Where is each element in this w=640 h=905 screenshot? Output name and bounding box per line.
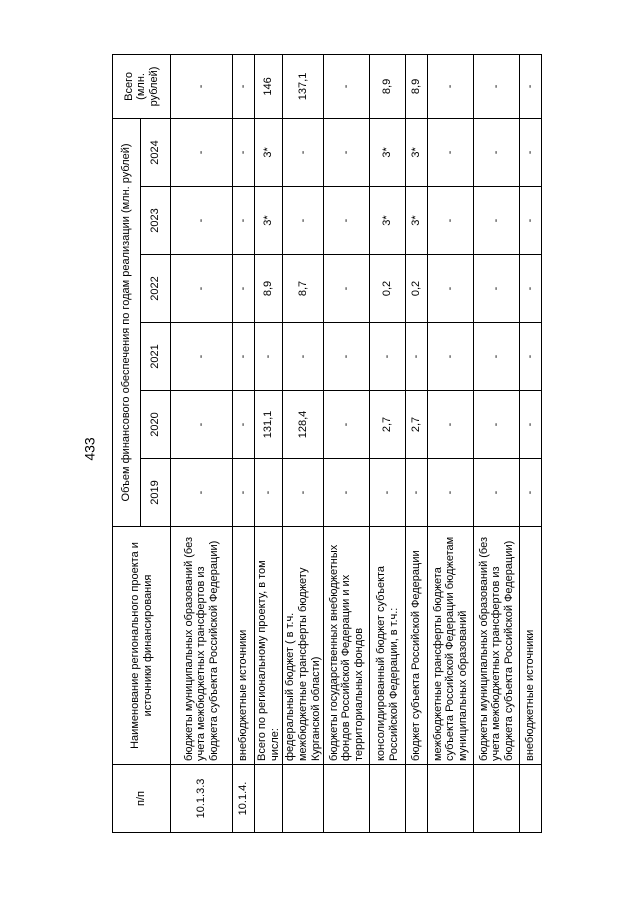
year-value-cell: 3* (406, 118, 428, 186)
year-value-cell: - (171, 255, 233, 323)
row-total-cell: 137,1 (283, 54, 324, 118)
year-value-cell: - (233, 118, 255, 186)
row-name-cell: бюджеты муниципальных образований (без учета межбюджетных трансфертов из бюджета субъекта Российской Федерации) (474, 527, 520, 765)
year-value-cell: - (233, 459, 255, 527)
row-number-cell (406, 765, 428, 833)
row-name-cell: внебюджетные источники (520, 527, 542, 765)
year-value-cell: - (324, 459, 370, 527)
table-row (283, 54, 324, 832)
year-value-cell: - (324, 391, 370, 459)
year-value-cell: - (520, 391, 542, 459)
year-value-cell: - (474, 459, 520, 527)
row-number-cell (255, 765, 283, 833)
table-body (171, 54, 542, 832)
year-value-cell: - (474, 118, 520, 186)
row-total-cell: - (428, 54, 474, 118)
header-pp: п/п (113, 765, 171, 833)
year-value-cell: - (324, 255, 370, 323)
year-value-cell: - (474, 255, 520, 323)
header-year: 2021 (141, 323, 171, 391)
row-number-cell (428, 765, 474, 833)
year-value-cell: - (474, 391, 520, 459)
year-value-cell: - (520, 459, 542, 527)
row-total-cell: - (171, 54, 233, 118)
year-value-cell: - (233, 255, 255, 323)
row-total-cell: - (520, 54, 542, 118)
table-row (233, 54, 255, 832)
row-total-cell: - (474, 54, 520, 118)
year-value-cell: - (233, 187, 255, 255)
year-value-cell: - (324, 323, 370, 391)
year-value-cell: - (428, 459, 474, 527)
year-value-cell: 3* (255, 118, 283, 186)
year-value-cell: 3* (406, 187, 428, 255)
row-name-cell: бюджеты государственных внебюджетных фондов Российской Федерации и их территориальных фондов (324, 527, 370, 765)
header-name: Наименование регионального проекта и источники финансирования (113, 527, 171, 765)
row-total-cell: 146 (255, 54, 283, 118)
header-year: 2019 (141, 459, 171, 527)
table-row (324, 54, 370, 832)
year-value-cell: 2,7 (406, 391, 428, 459)
table-row (171, 54, 233, 832)
row-total-cell: 8,9 (406, 54, 428, 118)
year-value-cell: - (520, 323, 542, 391)
year-value-cell: - (171, 323, 233, 391)
page-number: 433 (81, 437, 98, 461)
financing-table (112, 54, 542, 833)
header-year: 2020 (141, 391, 171, 459)
row-name-cell: Всего по региональному проекту, в том числе: (255, 527, 283, 765)
row-total-cell: 8,9 (370, 54, 406, 118)
rotated-table-frame (112, 55, 542, 833)
header-total: Всего (млн. рублей) (113, 54, 171, 118)
header-year: 2024 (141, 118, 171, 186)
year-value-cell: 2,7 (370, 391, 406, 459)
table-row (520, 54, 542, 832)
row-name-cell: межбюджетные трансферты бюджета субъекта Российской Федерации бюджетам муниципальных образований (428, 527, 474, 765)
year-value-cell: 128,4 (283, 391, 324, 459)
year-value-cell: - (428, 118, 474, 186)
year-value-cell: - (428, 255, 474, 323)
table-row (406, 54, 428, 832)
year-value-cell: - (406, 459, 428, 527)
row-number-cell (370, 765, 406, 833)
year-value-cell: 3* (370, 187, 406, 255)
year-value-cell: - (283, 459, 324, 527)
year-value-cell: - (520, 118, 542, 186)
header-year: 2022 (141, 255, 171, 323)
year-value-cell: 8,9 (255, 255, 283, 323)
table-sheet (112, 55, 542, 833)
table-row (370, 54, 406, 832)
row-number-cell (324, 765, 370, 833)
year-value-cell: - (520, 255, 542, 323)
year-value-cell: 8,7 (283, 255, 324, 323)
row-number-cell (474, 765, 520, 833)
row-number-cell: 10.1.4. (233, 765, 255, 833)
year-value-cell: - (520, 187, 542, 255)
row-number-cell: 10.1.3.3 (171, 765, 233, 833)
row-name-cell: консолидированный бюджет субъекта Российской Федерации, в т.ч.: (370, 527, 406, 765)
year-value-cell: - (233, 323, 255, 391)
year-value-cell: - (171, 391, 233, 459)
year-value-cell: 0,2 (406, 255, 428, 323)
year-value-cell: - (283, 118, 324, 186)
year-value-cell: 3* (255, 187, 283, 255)
year-value-cell: - (428, 391, 474, 459)
row-total-cell: - (233, 54, 255, 118)
row-name-cell: бюджеты муниципальных образований (без учета межбюджетных трансфертов из бюджета субъекта Российской Федерации) (171, 527, 233, 765)
row-name-cell: внебюджетные источники (233, 527, 255, 765)
year-value-cell: - (324, 187, 370, 255)
year-value-cell: - (324, 118, 370, 186)
year-value-cell: 0,2 (370, 255, 406, 323)
year-value-cell: - (474, 323, 520, 391)
table-row (428, 54, 474, 832)
table-row (255, 54, 283, 832)
year-value-cell: - (406, 323, 428, 391)
row-number-cell (520, 765, 542, 833)
table-row (474, 54, 520, 832)
year-value-cell: - (171, 118, 233, 186)
year-value-cell: 3* (370, 118, 406, 186)
year-value-cell: - (255, 323, 283, 391)
year-value-cell: - (171, 187, 233, 255)
year-value-cell: - (370, 323, 406, 391)
year-value-cell: - (370, 459, 406, 527)
year-value-cell: - (283, 323, 324, 391)
year-value-cell: - (474, 187, 520, 255)
year-value-cell: 131,1 (255, 391, 283, 459)
row-total-cell: - (324, 54, 370, 118)
year-value-cell: - (255, 459, 283, 527)
year-value-cell: - (428, 187, 474, 255)
year-value-cell: - (171, 459, 233, 527)
year-value-cell: - (283, 187, 324, 255)
year-value-cell: - (428, 323, 474, 391)
row-number-cell (283, 765, 324, 833)
year-value-cell: - (233, 391, 255, 459)
row-name-cell: бюджет субъекта Российской Федерации (406, 527, 428, 765)
row-name-cell: федеральный бюджет ( в т.ч. межбюджетные трансферты бюджету Курганской области) (283, 527, 324, 765)
header-year: 2023 (141, 187, 171, 255)
header-volume: Объем финансового обеспечения по годам реализации (млн. рублей) (113, 118, 141, 526)
